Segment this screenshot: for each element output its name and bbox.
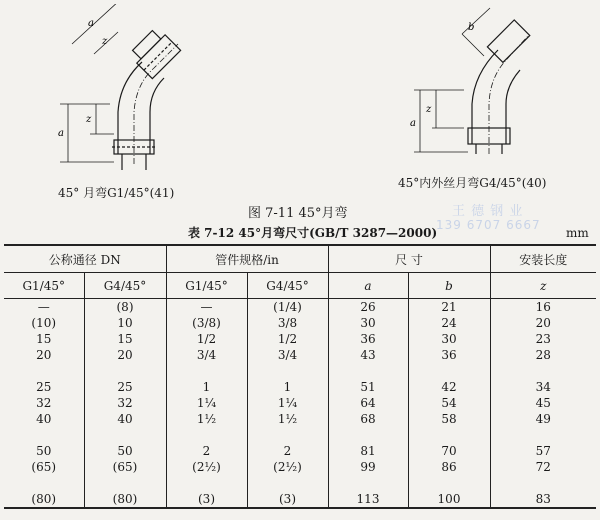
left-dim-z-upper: z	[102, 36, 108, 47]
spacer-cell	[84, 427, 166, 443]
spacer-cell	[490, 363, 596, 379]
cell-spec-g1: (2½)	[166, 459, 247, 475]
cell-size-a: 64	[328, 395, 408, 411]
table-row	[4, 299, 596, 316]
cell-spec-g1: 3/4	[166, 347, 247, 363]
cell-length-z: 72	[490, 459, 596, 475]
spacer-cell	[166, 427, 247, 443]
header-g1-dn: G1/45°	[4, 273, 84, 299]
spacer-cell	[408, 363, 490, 379]
cell-length-z: 28	[490, 347, 596, 363]
table-row	[4, 459, 596, 475]
cell-size-b: 24	[408, 315, 490, 331]
cell-length-z: 16	[490, 299, 596, 316]
cell-dn-g1: 20	[36, 348, 52, 362]
cell-size-a: 30	[328, 315, 408, 331]
cell-spec-g1: 1½	[166, 411, 247, 427]
cell-dn-g1: 25	[36, 380, 52, 394]
spacer-cell	[328, 363, 408, 379]
spacer-cell	[247, 427, 328, 443]
right-figure-caption: 45°内外丝月弯G4/45°(40)	[398, 176, 547, 190]
cell-size-b: 100	[408, 491, 490, 508]
cell-dn-g4: 32	[84, 395, 166, 411]
spacer-cell	[4, 475, 84, 491]
figure-title: 图 7-11 45°月弯	[248, 206, 348, 221]
cell-dn-g4: 40	[84, 411, 166, 427]
cell-dn-g4: 20	[84, 347, 166, 363]
cell-spec-g1: 1/2	[166, 331, 247, 347]
header-g4-dn: G4/45°	[84, 273, 166, 299]
left-elbow-drawing	[50, 4, 200, 174]
table-row	[4, 331, 596, 347]
cell-size-b: 70	[408, 443, 490, 459]
cell-spec-g1: —	[166, 299, 247, 316]
table-row	[4, 347, 596, 363]
cell-spec-g4: 3/8	[247, 315, 328, 331]
cell-spec-g4: 1/2	[247, 331, 328, 347]
cell-dn-g4: (8)	[84, 299, 166, 316]
cell-size-a: 51	[328, 379, 408, 395]
unit-label: mm	[566, 226, 589, 240]
cell-dn-g4: 25	[84, 379, 166, 395]
cell-dn-g1: 32	[36, 396, 52, 410]
cell-size-b: 21	[408, 299, 490, 316]
watermark-line2: 139 6707 6667	[436, 218, 541, 232]
cell-spec-g1: 1	[166, 379, 247, 395]
cell-size-a: 26	[328, 299, 408, 316]
spacer-cell	[408, 475, 490, 491]
right-dim-a: a	[410, 118, 416, 129]
table-row	[4, 315, 596, 331]
spacer-cell	[4, 363, 84, 379]
left-dim-z-lower: z	[86, 114, 92, 125]
spacer-row	[4, 475, 596, 491]
cell-dn-g1: (80)	[4, 491, 84, 508]
left-dim-a-upper: a	[88, 18, 94, 29]
left-dim-a-lower: a	[58, 128, 64, 139]
cell-size-b: 54	[408, 395, 490, 411]
spacer-cell	[84, 363, 166, 379]
spacer-cell	[166, 363, 247, 379]
cell-size-a: 81	[328, 443, 408, 459]
cell-spec-g1: 1¼	[166, 395, 247, 411]
spacer-cell	[490, 427, 596, 443]
cell-dn-g1: (65)	[31, 460, 57, 474]
cell-size-b: 42	[408, 379, 490, 395]
cell-dn-g4: (65)	[84, 459, 166, 475]
cell-size-b: 36	[408, 347, 490, 363]
table-row	[4, 443, 596, 459]
spacer-cell	[84, 475, 166, 491]
cell-spec-g4: 2	[247, 443, 328, 459]
table-title: 表 7-12 45°月弯尺寸(GB/T 3287—2000)	[188, 226, 438, 240]
cell-size-a: 68	[328, 411, 408, 427]
cell-dn-g4: 10	[84, 315, 166, 331]
spacer-cell	[328, 475, 408, 491]
spacer-cell	[247, 363, 328, 379]
right-dim-z: z	[426, 104, 432, 115]
header-dn: 公称通径 DN	[4, 245, 166, 273]
cell-spec-g4: 1½	[247, 411, 328, 427]
cell-size-b: 86	[408, 459, 490, 475]
header-b: b	[408, 273, 490, 299]
right-dim-b: b	[468, 22, 475, 33]
cell-dn-g1: —	[37, 300, 50, 314]
cell-dn-g1: (10)	[31, 316, 57, 330]
spacer-cell	[166, 475, 247, 491]
cell-dn-g4: 50	[84, 443, 166, 459]
cell-dn-g4: (80)	[84, 491, 166, 508]
spacer-row	[4, 427, 596, 443]
spacer-cell	[408, 427, 490, 443]
cell-spec-g4: (3)	[247, 491, 328, 508]
spacer-cell	[247, 475, 328, 491]
cell-size-a: 113	[328, 491, 408, 508]
cell-length-z: 83	[490, 491, 596, 508]
header-spec: 管件规格/in	[166, 245, 328, 273]
cell-size-b: 58	[408, 411, 490, 427]
cell-dn-g1: 40	[36, 412, 52, 426]
cell-dn-g1: 50	[36, 444, 52, 458]
cell-size-a: 36	[328, 331, 408, 347]
cell-spec-g4: (2½)	[247, 459, 328, 475]
cell-size-b: 30	[408, 331, 490, 347]
spacer-cell	[4, 427, 84, 443]
cell-spec-g4: (1/4)	[247, 299, 328, 316]
cell-length-z: 57	[490, 443, 596, 459]
cell-spec-g4: 1¼	[247, 395, 328, 411]
table-row	[4, 491, 596, 508]
cell-size-a: 43	[328, 347, 408, 363]
table-row	[4, 379, 596, 395]
watermark-line1: 王 德 钢 业	[452, 204, 524, 219]
header-z: z	[490, 273, 596, 299]
cell-dn-g1: 15	[36, 332, 52, 346]
cell-length-z: 23	[490, 331, 596, 347]
cell-spec-g1: (3/8)	[166, 315, 247, 331]
header-g4-spec: G4/45°	[247, 273, 328, 299]
cell-spec-g1: 2	[166, 443, 247, 459]
cell-length-z: 49	[490, 411, 596, 427]
spacer-row	[4, 363, 596, 379]
table-row	[4, 395, 596, 411]
cell-length-z: 34	[490, 379, 596, 395]
cell-spec-g1: (3)	[166, 491, 247, 508]
header-length: 安装长度	[490, 245, 596, 273]
left-figure-caption: 45° 月弯G1/45°(41)	[58, 186, 175, 200]
table-row	[4, 411, 596, 427]
cell-spec-g4: 1	[247, 379, 328, 395]
right-elbow-drawing	[402, 4, 542, 174]
cell-length-z: 20	[490, 315, 596, 331]
header-size: 尺 寸	[328, 245, 490, 273]
elbow-dimension-table	[4, 244, 596, 509]
cell-size-a: 99	[328, 459, 408, 475]
cell-length-z: 45	[490, 395, 596, 411]
spacer-cell	[328, 427, 408, 443]
cell-spec-g4: 3/4	[247, 347, 328, 363]
header-g1-spec: G1/45°	[166, 273, 247, 299]
spacer-cell	[490, 475, 596, 491]
cell-dn-g4: 15	[84, 331, 166, 347]
header-a: a	[328, 273, 408, 299]
